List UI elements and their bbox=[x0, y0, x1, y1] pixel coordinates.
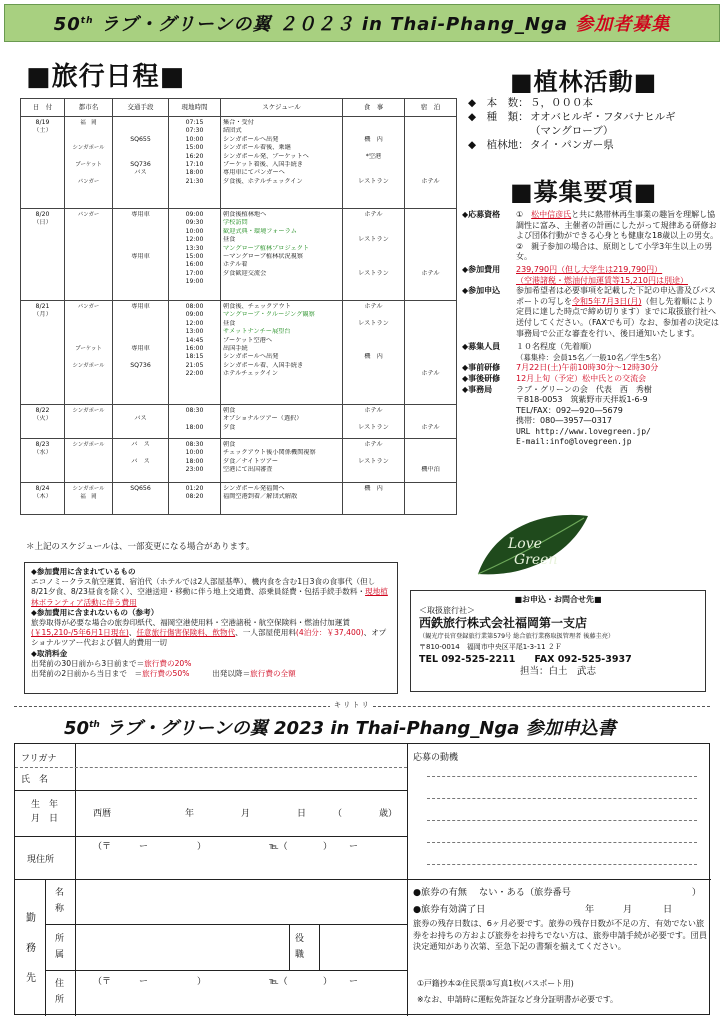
itinerary-cell-times: 08:30 10:00 18:00 23:00 bbox=[169, 439, 221, 483]
itinerary-cell-cities: パンガー プーケット シンガポール bbox=[65, 301, 113, 405]
itinerary-cell-transport: SQ656 bbox=[113, 483, 169, 515]
work-name-field[interactable] bbox=[77, 881, 405, 923]
address-field[interactable]: （〒 ー ） ℡（ ） ー bbox=[93, 842, 359, 852]
furigana-field[interactable] bbox=[97, 744, 405, 766]
planting-species-note: （マングローブ） bbox=[530, 125, 614, 137]
itinerary-cell-times: 07:15 07:30 10:00 15:00 16:20 17:10 18:00 21:30 bbox=[169, 117, 221, 209]
itinerary-cell-cities: 福 岡 シンガポール プーケット パンガー bbox=[65, 117, 113, 209]
recruit-heading: ■募集要項■ bbox=[510, 178, 658, 206]
work-name-label: 名 称 bbox=[55, 888, 65, 914]
birth-label: 生 年 月 日 bbox=[31, 800, 59, 824]
required-docs: ①戸籍抄本②住民票③写真1枚(パスポート用) bbox=[417, 979, 574, 988]
name-field[interactable] bbox=[97, 768, 405, 790]
office-info: ラブ・グリーンの会 代表 西 秀樹 〒818-0053 筑紫野市天拝坂1-6-9 TEL/FAX：092―920―5679 携帯：080―3957―0317 URL http://www.lovegreen.jp/ E-mail:info@lovegreen.jp bbox=[516, 384, 652, 447]
itinerary-header-4: スケジュール bbox=[221, 99, 343, 117]
itinerary-cell-cities: パンガー bbox=[65, 209, 113, 301]
banner-title: 50th ラブ・グリーンの翼 ２０２３ in Thai-Phang_Nga 参加者募集 bbox=[53, 14, 671, 35]
itinerary-cell-hotel bbox=[405, 483, 457, 515]
furigana-label: フリガナ bbox=[21, 754, 57, 764]
workplace-label: 勤 務 先 bbox=[26, 913, 36, 984]
itinerary-header-2: 交通手段 bbox=[113, 99, 169, 117]
planting-heading: ■植林活動■ bbox=[510, 68, 658, 96]
itinerary-day-row bbox=[21, 405, 457, 439]
itinerary-cell-hotel: ホテル bbox=[405, 117, 457, 209]
passport-expiry[interactable]: ●旅券有効満了日 年 月 日 bbox=[413, 904, 673, 915]
work-role-label: 役 職 bbox=[295, 934, 305, 960]
work-dept-field[interactable] bbox=[77, 926, 287, 968]
post-training: 12月上旬（予定）松中氏との交流会 bbox=[516, 373, 647, 383]
work-dept-label: 所 属 bbox=[55, 934, 65, 960]
itinerary-header-3: 現地時間 bbox=[169, 99, 221, 117]
itinerary-cell-date: 8/20 （日） bbox=[21, 209, 65, 301]
itinerary-cell-meals: 機 内 bbox=[343, 483, 405, 515]
work-address-field[interactable]: （〒 ー ） ℡（ ） ー bbox=[93, 977, 359, 987]
work-address-label: 住 所 bbox=[55, 979, 65, 1005]
planting-count-key: ◆ 本 数： bbox=[468, 97, 529, 109]
contact-box: ■お申込・お問合せ先■ ＜取扱旅行社＞ 西鉄旅行株式会社福岡第一支店 （観光庁長官登録旅行業第579号 総合旅行業務取扱管理者 後藤圭亮） 〒810-0014 福岡市中央区平尾1-3-11 ２Ｆ TEL 092-525-2211 FAX 092-525-3937 担当：白土 武志 bbox=[410, 590, 706, 692]
agency-phone: TEL 092-525-2211 FAX 092-525-3937 bbox=[419, 654, 632, 665]
form-title: 50th ラブ・グリーンの翼 2023 in Thai-Phang_Nga 参加申込書 bbox=[64, 718, 616, 739]
itinerary-heading: ■旅行日程■ bbox=[26, 62, 186, 92]
itinerary-cell-transport: SQ655 SQ736 バス bbox=[113, 117, 169, 209]
passport-has[interactable]: ●旅券の有無 ない・ある（旅券番号 ） bbox=[413, 887, 701, 898]
fee: 239,790円（但し大学生は219,790円） bbox=[516, 264, 663, 274]
itinerary-cell-schedule: 朝食後、チェックアウト マングローブ・クルージング観察 昼食 サメットナンチー展望台 プーケット空港へ 出国手続 シンガポールへ出発 シンガポール着、入国手続き ホテルチェックイン bbox=[221, 301, 343, 405]
itinerary-cell-schedule: 朝食後植林地へ 学校訪問 歓迎式典・環境フォーラム 昼食 マングローブ植林プロジェクト ～マングローブ植林状況視察 ホテル着 夕食歓迎交流会 bbox=[221, 209, 343, 301]
planting-site-key: ◆ 植林地： bbox=[468, 139, 529, 151]
planting-count: ５，０００本 bbox=[530, 97, 593, 109]
itinerary-cell-date: 8/22 （火） bbox=[21, 405, 65, 439]
svg-text:Love: Love bbox=[508, 536, 542, 552]
itinerary-cell-transport: バ ス バ ス bbox=[113, 439, 169, 483]
name-label: 氏 名 bbox=[21, 775, 49, 785]
itinerary-cell-transport: 専用車 専用車 SQ736 bbox=[113, 301, 169, 405]
birthdate-field[interactable]: 西暦 年 月 日 （ 歳） bbox=[93, 809, 398, 819]
fees-notes-box: ◆参加費用に含まれているもの エコノミークラス航空運賃、宿泊代（ホテルでは2人部屋基準）、機内食を含む1日3食の食事代（但し8/21夕食、8/23昼食を除く）、空港送迎・移動に伴う地上交通費、添乗員経費・包括手続手数料・現地植林ボランティア活動に伴う費用 ◆参加費用に含まれないもの（参考） 旅券取得が必要な場合の旅券印紙代、福岡空港使用料・空港諸税・航空保険料・燃油付加運賃(￥15,210-/5年6月1日現在)、任意旅行傷害保険料、飲物代、一人部屋使用料(4泊分：￥37,400)、オプショナルツアー代および個人的費用一切 ◆取消料金 出発前の30日前から3日前まで＝旅行費の20% 出発前の2日前から当日まで ＝旅行費の50% 出発以降＝旅行費の全額 bbox=[24, 562, 398, 694]
itinerary-cell-schedule: 集合・受付 結団式 シンガポールへ出発 シンガポール着後、乗継 シンガポール発、プーケットへ プーケット着後、入国手続き 専用車にてパンガーへ 夕食後、ホテルチェックイン bbox=[221, 117, 343, 209]
itinerary-cell-hotel: 機中泊 bbox=[405, 439, 457, 483]
itinerary-cell-times: 09:00 09:30 10:00 12:00 13:30 15:00 16:00 17:00 19:00 bbox=[169, 209, 221, 301]
work-role-field[interactable] bbox=[321, 926, 405, 968]
love-green-leaf-logo bbox=[474, 508, 592, 580]
itinerary-table bbox=[20, 98, 457, 515]
itinerary-day-row bbox=[21, 439, 457, 483]
itinerary-cell-date: 8/19 （土） bbox=[21, 117, 65, 209]
itinerary-cell-meals: ホテル レストラン bbox=[343, 439, 405, 483]
fee-note: （空港諸税・燃油付加運賃等15,210円は別途） bbox=[516, 275, 688, 285]
itinerary-cell-cities: シンガポール bbox=[65, 439, 113, 483]
application-form bbox=[14, 743, 710, 1015]
itinerary-header-1: 都市名 bbox=[65, 99, 113, 117]
itinerary-cell-hotel: ホテル bbox=[405, 405, 457, 439]
itinerary-day-row bbox=[21, 483, 457, 515]
itinerary-day-row bbox=[21, 209, 457, 301]
itinerary-cell-date: 8/21 （月） bbox=[21, 301, 65, 405]
address-label: 現住所 bbox=[27, 855, 55, 865]
svg-text:Green: Green bbox=[514, 552, 558, 568]
itinerary-cell-schedule: 朝食 オプショナルツアー（選択） 夕食 bbox=[221, 405, 343, 439]
itinerary-header-5: 食 事 bbox=[343, 99, 405, 117]
itinerary-cell-meals: ホテル レストラン レストラン bbox=[343, 209, 405, 301]
planting-species-key: ◆ 種 類： bbox=[468, 111, 529, 123]
passport-note: 旅券の残存日数は、6ヶ月必要です。旅券の残存日数が不足の方、有効でない旅券をお持ちの方および旅券をお持ちでない方は、旅券申請手続が必要です。団員決定通知があり次第、至急下記の書類を揃えてください。 bbox=[413, 918, 708, 951]
top-banner bbox=[4, 4, 720, 42]
recruit-details: ◆応募資格 ① 松中信彦氏と共に熱帯林再生事業の趣旨を理解し協調性に富み、主催者の計画にしたがって規律ある研修および団体行動ができる心身とも健康な18歳以上の男女。 ② 親子参加の場合は、原則として小学3年生以上の男女。 ◆参加費用 239,790円（但し大学生は219,790円） （空港諸税・燃油付加運賃等15,210円は別途） ◆参加申込 参加希望者は必要事項を記載した下記の申込書及びパスポートの写しを令和5年7月3日(月)（但し先着順により定員に達した時点で締め切ります）までに取扱旅行社へ送付してください。（FAXでも可）なお、参加者の決定は事務局で公正な審査を行い、後日通知いたします。 ◆募集人員 １０名程度（先着順） （募集枠：会員15名／一般10名／学生5名） ◆事前研修 7月22日(土)午前10時30分～12時30分 ◆事後研修 12月上旬（予定）松中氏との交流会 ◆事務局 ラブ・グリーンの会 代表 西 秀樹 〒818-0053 筑紫野市天拝坂1-6-9 TEL/FAX：092―920―5679 携帯：080―3957―0317 URL http://www.lovegreen.jp/ E-mail:info@lovegreen.jp bbox=[462, 210, 719, 447]
sponsor-name: 松中信彦氏 bbox=[531, 210, 572, 219]
itinerary-note: ＊上記のスケジュールは、一部変更になる場合があります。 bbox=[26, 542, 255, 552]
itinerary-header-0: 日 付 bbox=[21, 99, 65, 117]
planting-site: タイ・パンガー県 bbox=[530, 139, 614, 151]
itinerary-header-6: 宿 泊 bbox=[405, 99, 457, 117]
itinerary-cell-hotel: ホテル bbox=[405, 301, 457, 405]
pre-training: 7月22日(土)午前10時30分～12時30分 bbox=[516, 363, 659, 373]
itinerary-cell-schedule: シンガポール発福岡へ 福岡空港到着／解団式解散 bbox=[221, 483, 343, 515]
itinerary-cell-date: 8/23 （水） bbox=[21, 439, 65, 483]
planting-details bbox=[468, 96, 718, 152]
itinerary-day-row bbox=[21, 117, 457, 209]
motive-field[interactable] bbox=[427, 764, 697, 874]
itinerary-day-row bbox=[21, 301, 457, 405]
itinerary-cell-date: 8/24 （木） bbox=[21, 483, 65, 515]
planting-species: オオバヒルギ・フタバナヒルギ bbox=[530, 111, 676, 123]
itinerary-cell-times: 08:30 18:00 bbox=[169, 405, 221, 439]
itinerary-cell-hotel: ホテル bbox=[405, 209, 457, 301]
itinerary-cell-transport: バス bbox=[113, 405, 169, 439]
itinerary-cell-meals: ホテル レストラン 機 内 bbox=[343, 301, 405, 405]
itinerary-cell-meals: 機 内 *空港 レストラン bbox=[343, 117, 405, 209]
itinerary-cell-meals: ホテル レストラン bbox=[343, 405, 405, 439]
motive-label: 応募の動機 bbox=[413, 753, 459, 763]
itinerary-cell-times: 08:00 09:00 12:00 13:00 14:45 16:00 18:15 21:05 22:00 bbox=[169, 301, 221, 405]
apply-deadline: 令和5年7月3日(月) bbox=[572, 296, 642, 306]
itinerary-cell-cities: シンガポール 福 岡 bbox=[65, 483, 113, 515]
people: １０名程度（先着順） bbox=[516, 342, 596, 352]
itinerary-cell-schedule: 朝食 チェックアウト後小関係機関視察 夕食／ナイトツアー 空港にて出国審査 bbox=[221, 439, 343, 483]
agency-name: 西鉄旅行株式会社福岡第一支店 bbox=[419, 616, 588, 630]
itinerary-cell-cities: シンガポール bbox=[65, 405, 113, 439]
itinerary-cell-transport: 専用車 専用車 bbox=[113, 209, 169, 301]
docs-note: ※なお、申請時に運転免許証など身分証明書が必要です。 bbox=[417, 995, 618, 1004]
itinerary-cell-times: 01:20 08:20 bbox=[169, 483, 221, 515]
